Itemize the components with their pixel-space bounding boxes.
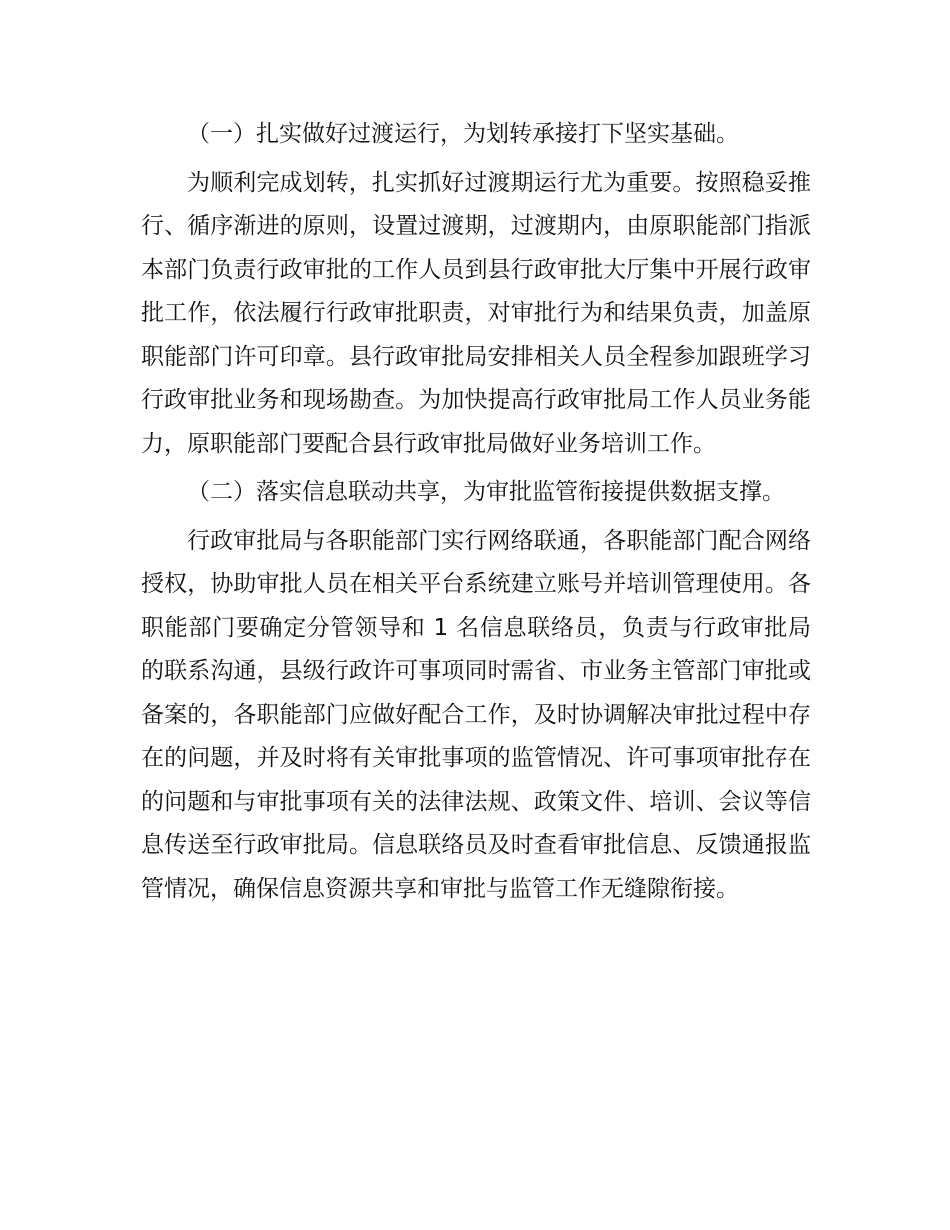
section-paragraph-2: 行政审批局与各职能部门实行网络联通，各职能部门配合网络授权，协助审批人员在相关平台系统建立账号并培训管理使用。各职能部门要确定分管领导和 1 名信息联络员，负责与行政审批局的联系沟通，县级行政许可事项同时需省、市业务主管部门审批或备案的，各职能部门应做好配合工作，及时协调解决审批过程中存在的问题，并及时将有关审批事项的监管情况、许可事项审批存在的问题和与审批事项有关的法律法规、政策文件、培训、会议等信息传送至行政审批局。信息联络员及时查看审批信息、反馈通报监管情况，确保信息资源共享和审批与监管工作无缝隙衔接。 [141,527,811,902]
document-body [141,113,811,911]
section-paragraph-1: 为顺利完成划转，扎实抓好过渡期运行尤为重要。按照稳妥推行、循序渐进的原则，设置过渡期，过渡期内，由原职能部门指派本部门负责行政审批的工作人员到县行政审批大厅集中开展行政审批工作，依法履行行政审批职责，对审批行为和结果负责，加盖原职能部门许可印章。县行政审批局安排相关人员全程参加跟班学习行政审批业务和现场勘查。为加快提高行政审批局工作人员业务能力，原职能部门要配合县行政审批局做好业务培训工作。 [141,169,811,457]
section-heading-1: （一）扎实做好过渡运行，为划转承接打下坚实基础。 [187,121,739,147]
section-heading-2: （二）落实信息联动共享，为审批监管衔接提供数据支撑。 [187,479,785,505]
